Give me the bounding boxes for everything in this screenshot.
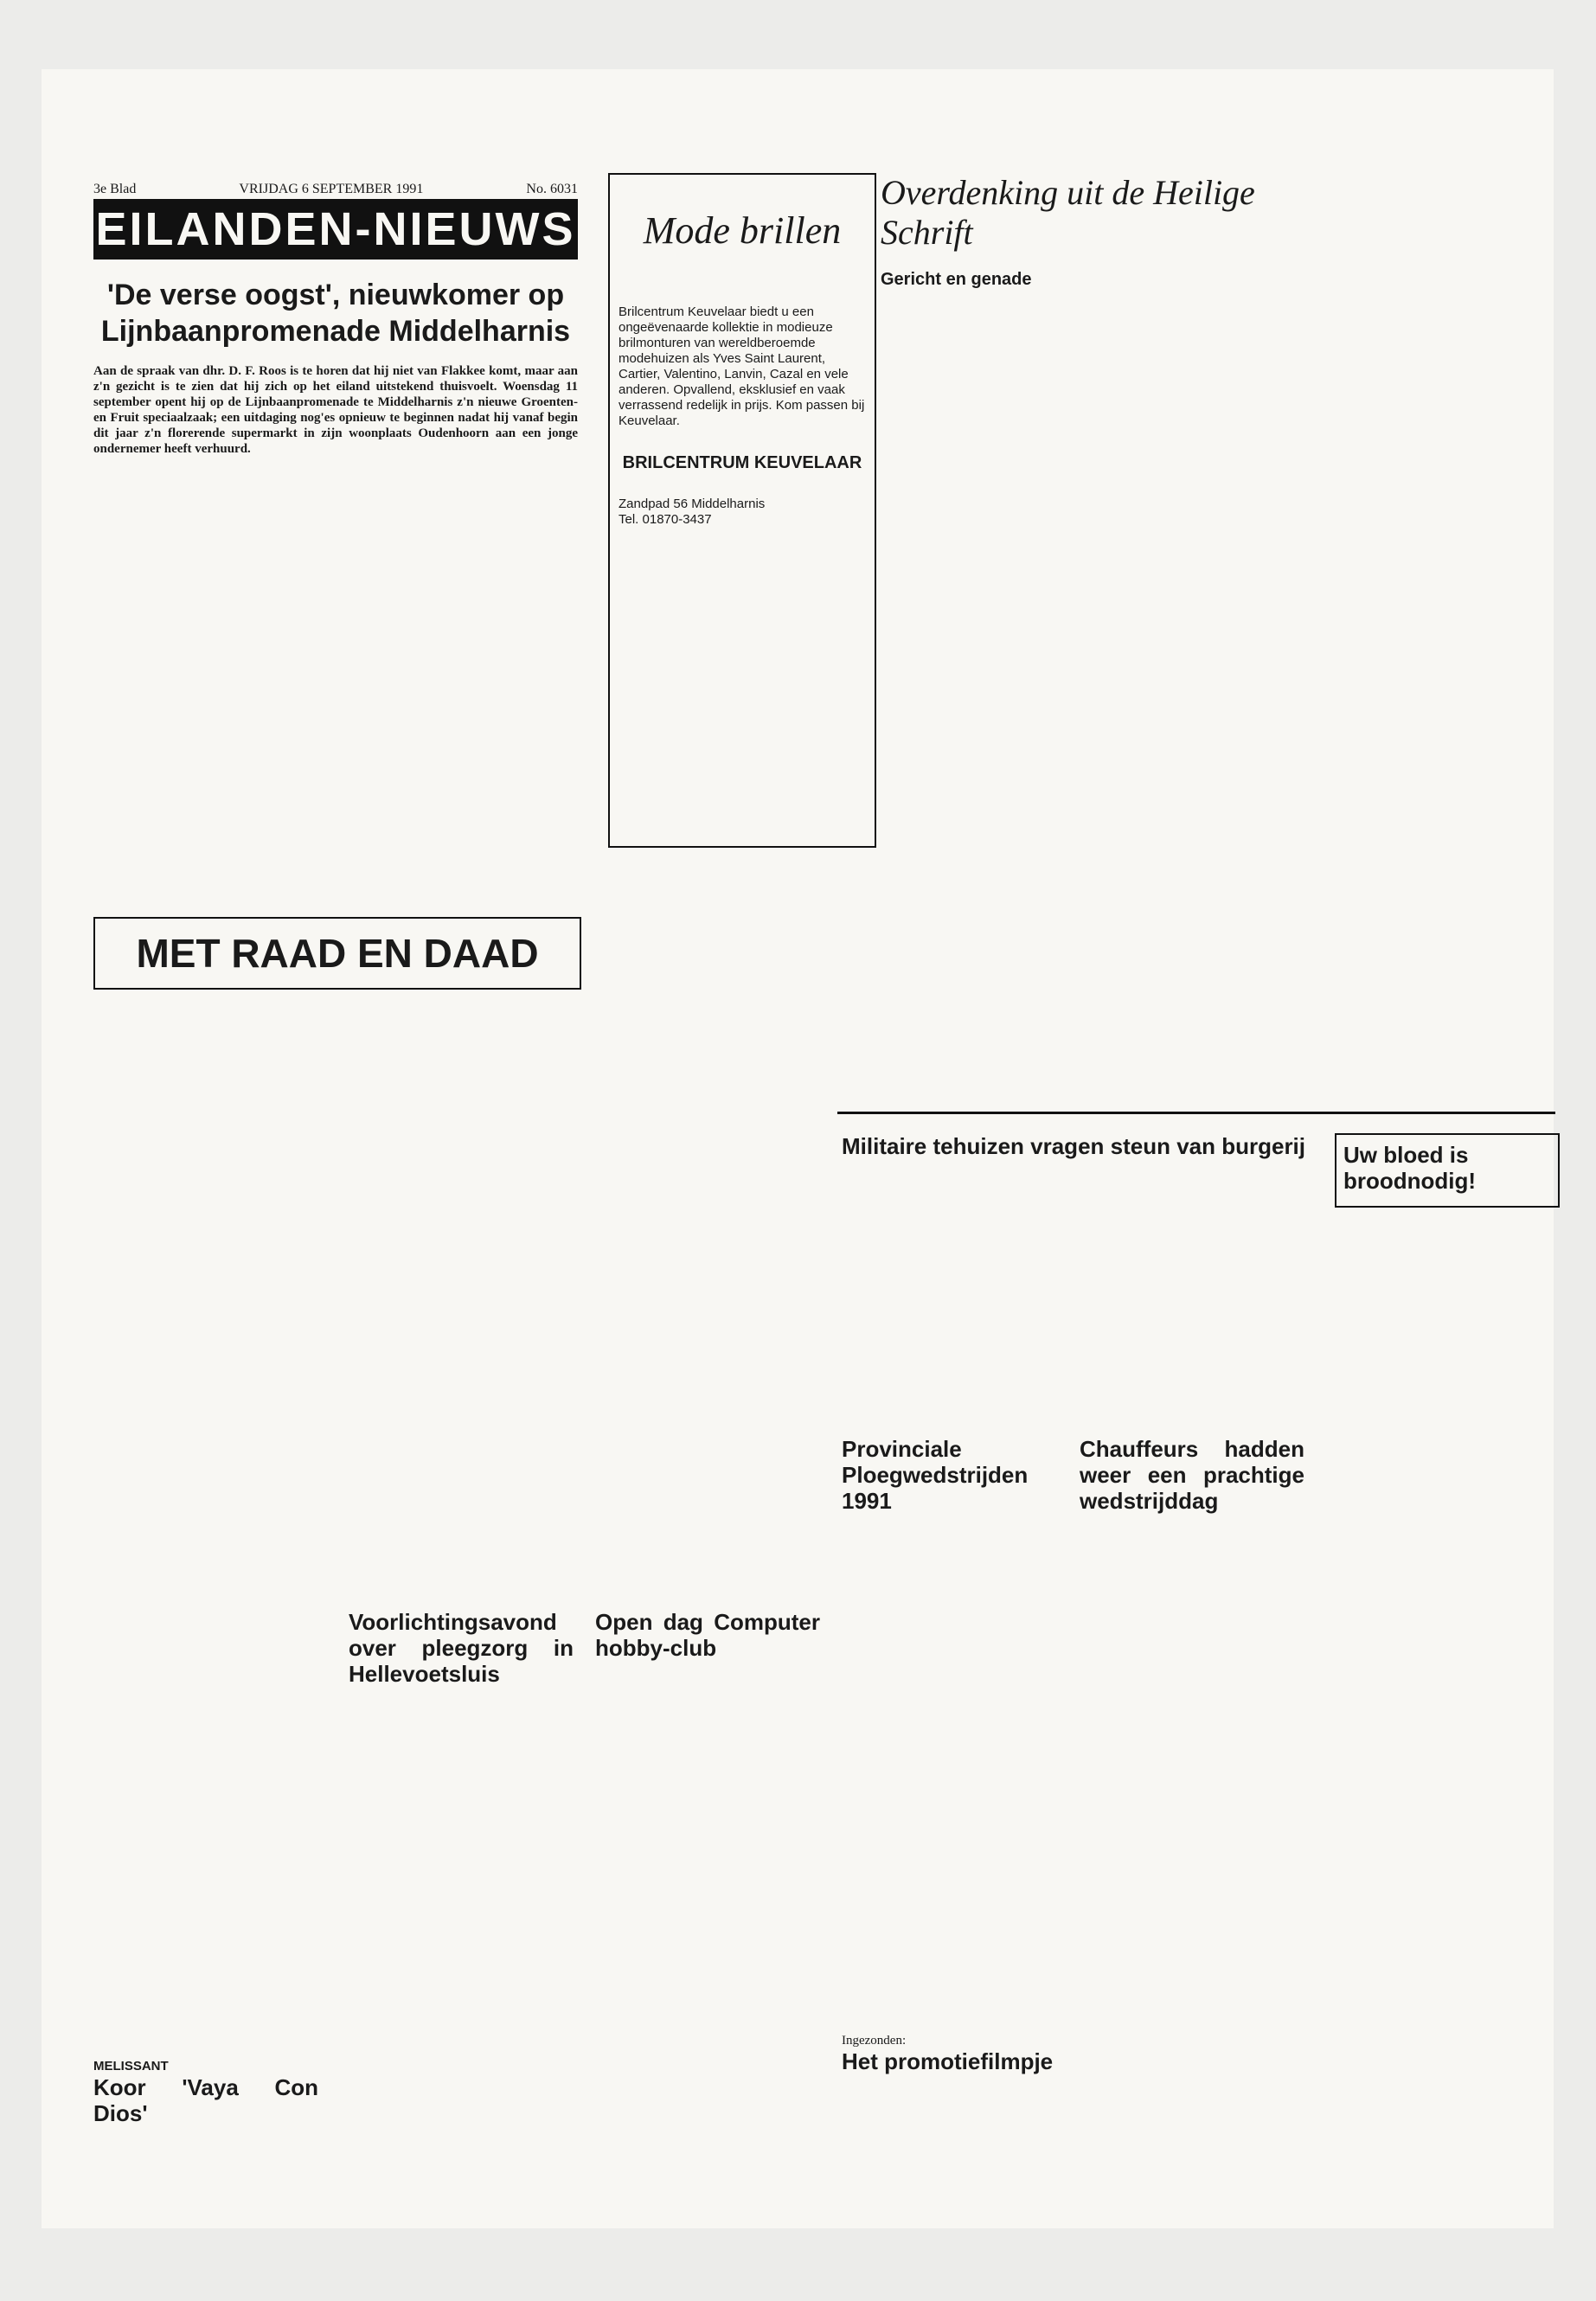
militaire-headline: Militaire tehuizen vragen steun van burgerij [842, 1133, 1306, 1159]
issue-date: VRIJDAG 6 SEPTEMBER 1991 [239, 182, 424, 196]
ploeg-section [842, 1436, 1067, 1519]
lead-headline: 'De verse oogst', nieuwkomer op Lijnbaanpromenade Middelharnis [100, 279, 571, 348]
newspaper-page [42, 69, 1554, 2228]
opendag-headline: Open dag Computer hobby-club [595, 1609, 820, 1661]
masthead: EILANDEN-NIEUWS [93, 199, 578, 260]
militaire-section [842, 1133, 1326, 1164]
promotie-label: Ingezonden: [842, 2034, 907, 2048]
rode-kruis-headline: Uw bloed is broodnodig! [1343, 1142, 1477, 1194]
koor-section [93, 2059, 318, 2131]
met-raad-banner: MET RAAD EN DAAD [93, 917, 581, 990]
ad-text: Brilcentrum Keuvelaar biedt u een ongeëvenaarde kollektie in modieuze brilmonturen van wereldberoemde modehuizen als Yves Saint Laurent, Cartier, Valentino, Lanvin, Cazal en vele anderen. Opvallend, eksklusief en vaak verrassend redelijk in prijs. Kom passen bij Keuvelaar. [619, 304, 865, 428]
issue-number: No. 6031 [526, 182, 578, 196]
divider [837, 1112, 1555, 1114]
overdenking-section [881, 173, 1287, 290]
ad-brand: BRILCENTRUM KEUVELAAR [622, 453, 862, 472]
overdenking-title: Overdenking uit de Heilige Schrift [881, 173, 1255, 252]
opendag-section [595, 1609, 820, 1666]
rode-kruis-box [1335, 1133, 1560, 1208]
ad-title: Mode brillen [643, 209, 842, 252]
advertisement [608, 173, 876, 848]
koor-headline: Koor 'Vaya Con Dios' [93, 2074, 318, 2126]
ploeg-headline: Provinciale Ploegwedstrijden 1991 [842, 1436, 1029, 1514]
ad-phone: Tel. 01870-3437 [619, 512, 712, 527]
promotie-headline: Het promotiefilmpje [842, 2048, 1054, 2074]
koor-label: MELISSANT [93, 2059, 169, 2073]
page-label: 3e Blad [93, 182, 137, 196]
pleegzorg-section [349, 1609, 574, 1692]
promotie-section [842, 2033, 1101, 2080]
ad-address: Zandpad 56 Middelharnis [619, 497, 766, 511]
chauffeurs-section [1080, 1436, 1304, 1519]
lead-intro: Aan de spraak van dhr. D. F. Roos is te horen dat hij niet van Flakkee komt, maar aan z'n gezicht is te zien dat hij zich op het eiland uitstekend thuisvoelt. Woensdag 11 september opent hij op de Lijnbaanpromenade te Middelharnis z'n nieuwe Groenten- en Fruit speciaalzaak; een uitdaging nog'es opnieuw te beginnen nadat hij vanaf begin dit jaar z'n florerende supermarkt in zijn woonplaats Oudenhoorn aan een jonge ondernemer heeft verhuurd. [93, 364, 578, 456]
date-line [93, 182, 578, 197]
pleegzorg-headline: Voorlichtingsavond over pleegzorg in Hellevoetsluis [349, 1609, 574, 1687]
overdenking-subtitle: Gericht en genade [881, 270, 1032, 289]
chauffeurs-headline: Chauffeurs hadden weer een prachtige wedstrijddag [1080, 1436, 1304, 1514]
